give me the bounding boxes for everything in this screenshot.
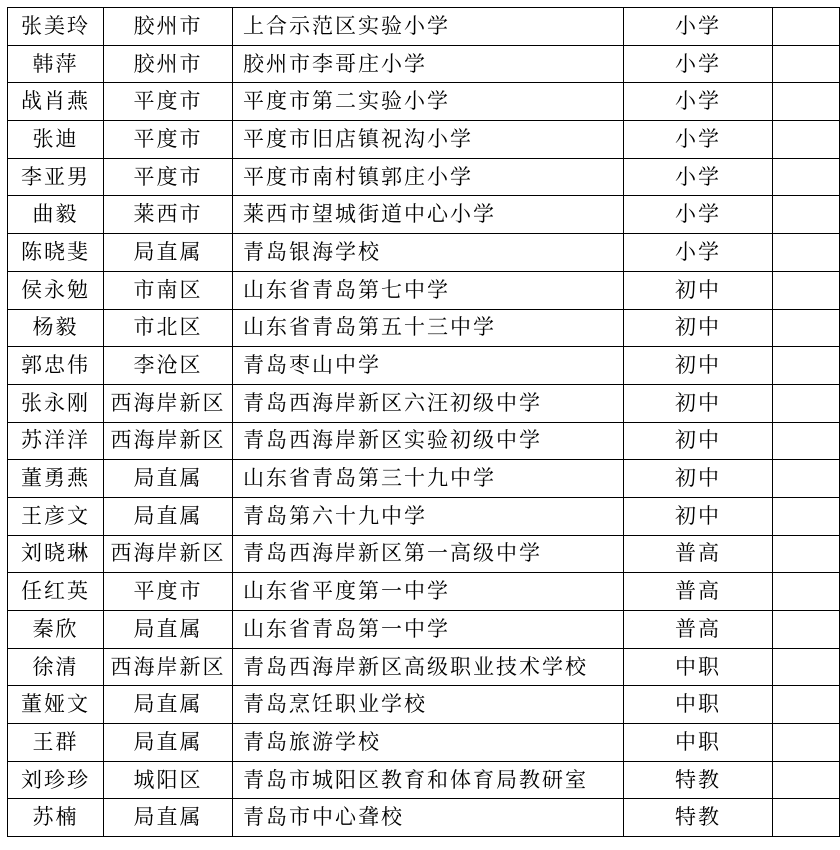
table-row — [8, 158, 840, 196]
name-cell: 任红英 — [8, 573, 104, 611]
extra-cell — [773, 648, 840, 686]
district-cell: 平度市 — [104, 83, 233, 121]
extra-cell — [773, 83, 840, 121]
school-cell: 青岛西海岸新区高级职业技术学校 — [233, 648, 624, 686]
name-cell: 张美玲 — [8, 8, 104, 46]
school-cell: 青岛西海岸新区六汪初级中学 — [233, 384, 624, 422]
level-cell: 特教 — [624, 799, 773, 837]
name-cell: 郭忠伟 — [8, 347, 104, 385]
level-cell: 初中 — [624, 422, 773, 460]
extra-cell — [773, 196, 840, 234]
level-cell: 特教 — [624, 761, 773, 799]
extra-cell — [773, 535, 840, 573]
name-cell: 陈晓斐 — [8, 234, 104, 272]
teacher-list-table — [7, 7, 840, 837]
table-row — [8, 724, 840, 762]
table-row — [8, 196, 840, 234]
extra-cell — [773, 497, 840, 535]
district-cell: 局直属 — [104, 686, 233, 724]
level-cell: 小学 — [624, 45, 773, 83]
name-cell: 苏楠 — [8, 799, 104, 837]
extra-cell — [773, 271, 840, 309]
school-cell: 青岛市城阳区教育和体育局教研室 — [233, 761, 624, 799]
extra-cell — [773, 611, 840, 649]
extra-cell — [773, 121, 840, 159]
school-cell: 山东省青岛第三十九中学 — [233, 460, 624, 498]
school-cell: 青岛旅游学校 — [233, 724, 624, 762]
school-cell: 山东省青岛第七中学 — [233, 271, 624, 309]
school-cell: 青岛银海学校 — [233, 234, 624, 272]
level-cell: 小学 — [624, 121, 773, 159]
district-cell: 莱西市 — [104, 196, 233, 234]
level-cell: 初中 — [624, 384, 773, 422]
name-cell: 张迪 — [8, 121, 104, 159]
name-cell: 曲毅 — [8, 196, 104, 234]
table-row — [8, 648, 840, 686]
extra-cell — [773, 347, 840, 385]
extra-cell — [773, 384, 840, 422]
school-cell: 青岛枣山中学 — [233, 347, 624, 385]
table-row — [8, 686, 840, 724]
table-row — [8, 535, 840, 573]
level-cell: 小学 — [624, 234, 773, 272]
name-cell: 董娅文 — [8, 686, 104, 724]
name-cell: 韩萍 — [8, 45, 104, 83]
level-cell: 初中 — [624, 309, 773, 347]
district-cell: 胶州市 — [104, 8, 233, 46]
extra-cell — [773, 724, 840, 762]
district-cell: 局直属 — [104, 460, 233, 498]
school-cell: 青岛西海岸新区实验初级中学 — [233, 422, 624, 460]
school-cell: 上合示范区实验小学 — [233, 8, 624, 46]
school-cell: 平度市第二实验小学 — [233, 83, 624, 121]
extra-cell — [773, 45, 840, 83]
table-row — [8, 761, 840, 799]
district-cell: 局直属 — [104, 497, 233, 535]
school-cell: 青岛市中心聋校 — [233, 799, 624, 837]
table-row — [8, 121, 840, 159]
district-cell: 胶州市 — [104, 45, 233, 83]
school-cell: 平度市南村镇郭庄小学 — [233, 158, 624, 196]
school-cell: 青岛烹饪职业学校 — [233, 686, 624, 724]
school-cell: 山东省青岛第五十三中学 — [233, 309, 624, 347]
school-cell: 胶州市李哥庄小学 — [233, 45, 624, 83]
extra-cell — [773, 460, 840, 498]
table-row — [8, 309, 840, 347]
school-cell: 青岛西海岸新区第一高级中学 — [233, 535, 624, 573]
district-cell: 平度市 — [104, 158, 233, 196]
school-cell: 莱西市望城街道中心小学 — [233, 196, 624, 234]
level-cell: 初中 — [624, 271, 773, 309]
level-cell: 中职 — [624, 724, 773, 762]
name-cell: 徐清 — [8, 648, 104, 686]
level-cell: 小学 — [624, 158, 773, 196]
district-cell: 局直属 — [104, 724, 233, 762]
district-cell: 市北区 — [104, 309, 233, 347]
level-cell: 中职 — [624, 686, 773, 724]
name-cell: 刘晓琳 — [8, 535, 104, 573]
district-cell: 西海岸新区 — [104, 384, 233, 422]
name-cell: 苏洋洋 — [8, 422, 104, 460]
level-cell: 普高 — [624, 611, 773, 649]
name-cell: 董勇燕 — [8, 460, 104, 498]
school-cell: 山东省青岛第一中学 — [233, 611, 624, 649]
name-cell: 秦欣 — [8, 611, 104, 649]
extra-cell — [773, 309, 840, 347]
table-row — [8, 271, 840, 309]
school-cell: 山东省平度第一中学 — [233, 573, 624, 611]
table-row — [8, 611, 840, 649]
extra-cell — [773, 422, 840, 460]
district-cell: 西海岸新区 — [104, 535, 233, 573]
name-cell: 战肖燕 — [8, 83, 104, 121]
district-cell: 市南区 — [104, 271, 233, 309]
table-row — [8, 799, 840, 837]
table-body — [8, 8, 840, 837]
name-cell: 杨毅 — [8, 309, 104, 347]
extra-cell — [773, 234, 840, 272]
name-cell: 张永刚 — [8, 384, 104, 422]
name-cell: 王彦文 — [8, 497, 104, 535]
name-cell: 刘珍珍 — [8, 761, 104, 799]
extra-cell — [773, 158, 840, 196]
table-row — [8, 45, 840, 83]
district-cell: 局直属 — [104, 611, 233, 649]
extra-cell — [773, 686, 840, 724]
level-cell: 中职 — [624, 648, 773, 686]
table-row — [8, 83, 840, 121]
level-cell: 小学 — [624, 8, 773, 46]
school-cell: 青岛第六十九中学 — [233, 497, 624, 535]
district-cell: 西海岸新区 — [104, 422, 233, 460]
extra-cell — [773, 761, 840, 799]
table-row — [8, 8, 840, 46]
extra-cell — [773, 8, 840, 46]
extra-cell — [773, 799, 840, 837]
level-cell: 小学 — [624, 196, 773, 234]
name-cell: 李亚男 — [8, 158, 104, 196]
level-cell: 初中 — [624, 460, 773, 498]
district-cell: 局直属 — [104, 799, 233, 837]
table-row — [8, 497, 840, 535]
level-cell: 普高 — [624, 573, 773, 611]
district-cell: 西海岸新区 — [104, 648, 233, 686]
table-row — [8, 573, 840, 611]
table-row — [8, 422, 840, 460]
level-cell: 小学 — [624, 83, 773, 121]
school-cell: 平度市旧店镇祝沟小学 — [233, 121, 624, 159]
table-row — [8, 384, 840, 422]
district-cell: 平度市 — [104, 573, 233, 611]
level-cell: 初中 — [624, 347, 773, 385]
district-cell: 平度市 — [104, 121, 233, 159]
district-cell: 局直属 — [104, 234, 233, 272]
name-cell: 王群 — [8, 724, 104, 762]
table-row — [8, 460, 840, 498]
table-row — [8, 347, 840, 385]
level-cell: 普高 — [624, 535, 773, 573]
district-cell: 李沧区 — [104, 347, 233, 385]
extra-cell — [773, 573, 840, 611]
table-row — [8, 234, 840, 272]
level-cell: 初中 — [624, 497, 773, 535]
name-cell: 侯永勉 — [8, 271, 104, 309]
district-cell: 城阳区 — [104, 761, 233, 799]
